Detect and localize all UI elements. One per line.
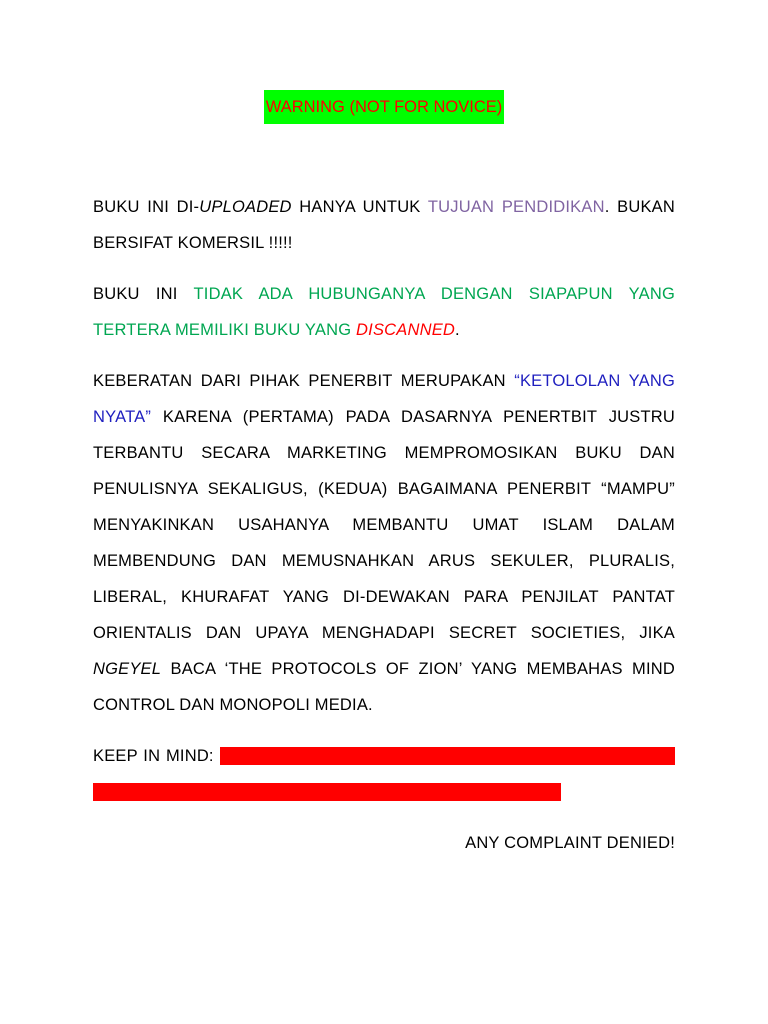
p3-quote: “KETOLOLAN YANG NYATA” — [93, 372, 675, 426]
closing-statement: ANY COMPLAINT DENIED! — [465, 834, 675, 852]
p2-text-1: BUKU INI — [93, 285, 194, 303]
document-body — [93, 189, 675, 876]
paragraph-keep-in-mind — [93, 738, 675, 810]
p1-text-5: . BUKAN BERSIFAT KOMERSIL !!!!! — [93, 198, 676, 252]
p1-text-1: BUKU INI DI- — [93, 198, 200, 216]
p3-text-5: BACA ‘THE PROTOCOLS OF ZION’ YANG MEMBAHAS MIND CONTROL DAN MONOPOLI MEDIA. — [93, 660, 675, 714]
p4-highlighted-quote: “YOU DO NOT NEED, BY BURNING BOOKS, TO DESTOY A CIVILISATION, BUT BAN THEM FROM READING BOOKS.” — [93, 747, 675, 801]
title-wrapper — [0, 90, 768, 124]
p3-ngeyel: NGEYEL — [93, 660, 162, 678]
paragraph-disclaimer — [93, 276, 675, 348]
p2-period: . — [455, 321, 460, 339]
p1-uploaded: UPLOADED — [199, 198, 292, 216]
p3-text-1: KEBERATAN DARI PIHAK PENERBIT MERUPAKAN — [93, 372, 515, 390]
p4-label: KEEP IN MIND: — [93, 747, 220, 765]
p3-text-3: KARENA (PERTAMA) PADA DASARNYA PENERTBIT JUSTRU TERBANTU SECARA MARKETING MEMPROMOSIKAN BUKU DAN PENULISNYA SEKALIGUS, (KEDUA) BAGAIMANA PENERBIT “MAMPU” MENYAKINKAN USAHANYA MEMBANTU UMAT ISLAM DALAM MEMBENDUNG DAN MEMUSNAHKAN ARUS SEKULER, PLURALIS, LIBERAL, KHURAFAT YANG DI-DEWAKAN PARA PENJILAT PANTAT ORIENTALIS DAN UPAYA MENGHADAPI SECRET SOCIETIES, JIKA — [93, 408, 675, 642]
p1-text-3: HANYA UNTUK — [291, 198, 428, 216]
p2-no-relation: TIDAK ADA HUBUNGANYA DENGAN SIAPAPUN YANG TERTERA MEMILIKI BUKU YANG — [93, 285, 675, 339]
warning-title: WARNING (NOT FOR NOVICE) — [264, 90, 505, 124]
p2-discanned: DISCANNED — [356, 321, 456, 339]
paragraph-objection — [93, 363, 675, 723]
paragraph-purpose — [93, 189, 675, 261]
p1-education-purpose: TUJUAN PENDIDIKAN — [427, 198, 605, 216]
